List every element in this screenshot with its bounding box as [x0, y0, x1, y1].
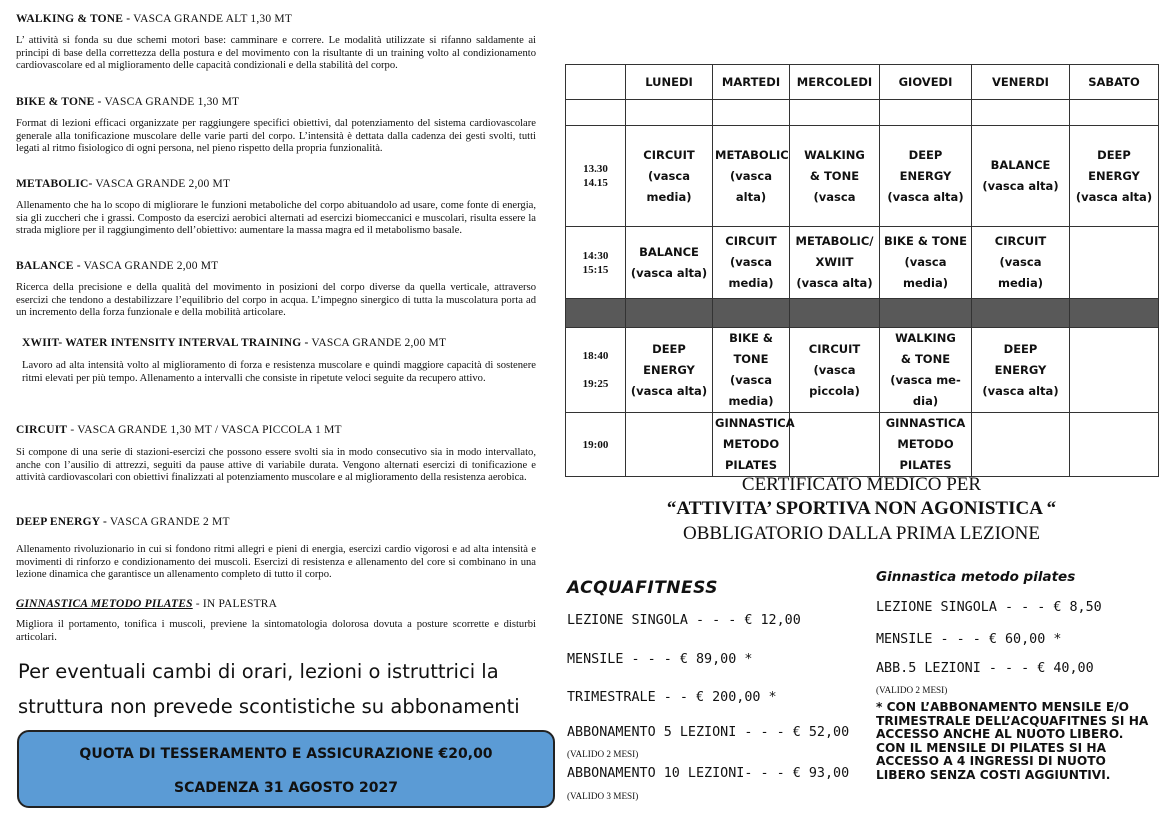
class-cell-line: (vasca	[730, 373, 772, 387]
class-cell-line: WALKING	[895, 331, 956, 345]
class-cell	[1070, 126, 1159, 227]
class-cell-line: GINNASTICA	[715, 416, 795, 430]
class-cell	[713, 328, 790, 413]
class-cell-line: METABOLIC	[715, 147, 789, 162]
class-cell-line: METABOLIC/	[795, 234, 874, 248]
schedule-separator-row	[566, 299, 1159, 328]
class-cell	[880, 413, 972, 477]
aqua-price-5-lessons: ABBONAMENTO 5 LEZIONI - - - € 52,00	[567, 725, 850, 740]
aqua-validity-10: (VALIDO 3 MESI)	[567, 791, 639, 801]
class-cell-line: ENERGY	[643, 362, 695, 377]
schedule-row	[566, 227, 1159, 299]
aqua-price-quarterly: TRIMESTRALE - - € 200,00 *	[567, 690, 777, 705]
class-cell	[1070, 227, 1159, 299]
schedule-table	[565, 64, 1159, 477]
class-cell-line: CIRCUIT	[808, 341, 861, 356]
class-cell	[713, 413, 795, 477]
quota-line-2: SCADENZA 31 AGOSTO 2027	[174, 780, 398, 796]
schedule-row	[566, 413, 1159, 477]
day-header: VENERDI	[972, 65, 1070, 100]
class-cell-line: media)	[998, 276, 1043, 290]
class-cell-line: XWIIT	[815, 255, 854, 269]
time-cell: 13.30 14.15	[566, 126, 626, 227]
class-cell	[880, 227, 972, 299]
class-cell	[972, 126, 1070, 227]
pilates-validity-5: (VALIDO 2 MESI)	[876, 685, 948, 695]
course-text-balance: Ricerca della precisione e della qualità del movimento in posizioni del corpo diverse da quella verticale, attraverso esercizi che tendono a destabilizzare l’equilibrio del corpo in acqua. L’impegno sinergico di tutta la muscolatura porta ad un incremento della forza funzionale e della mobilità articolare.	[16, 282, 536, 319]
class-cell-line: DEEP	[1003, 341, 1038, 356]
time-cell: 18:40 19:25	[566, 328, 626, 413]
class-cell-line: METODO	[897, 437, 954, 451]
class-cell	[713, 227, 790, 299]
class-cell-line: BIKE &	[729, 331, 773, 345]
class-cell-line: ENERGY	[994, 362, 1047, 377]
class-cell-line: DEEP	[652, 341, 686, 356]
class-cell-line: BALANCE	[639, 244, 699, 259]
course-heading-bike: BIKE & TONE - VASCA GRANDE 1,30 MT	[16, 96, 240, 108]
class-cell	[626, 328, 713, 413]
class-cell-line: (vasca alta)	[1075, 189, 1153, 204]
class-cell	[880, 328, 972, 413]
time-cell: 19:00	[566, 413, 626, 477]
class-cell-line: & TONE	[900, 352, 951, 366]
day-header: MERCOLEDI	[790, 65, 880, 100]
pilates-price-5-lessons: ABB.5 LEZIONI - - - € 40,00	[876, 661, 1094, 676]
schedule-row	[566, 328, 1159, 413]
course-text-bike: Format di lezioni efficaci organizzate per raggiungere specifici obiettivi, dal potenziamento del sistema cardiovascolare generale alla tonificazione muscolare delle varie parti del corpo. L’intensità è dettata dalla cadenza dei gesti svolti, tutti legati al ritmo fisiologico di ogni persona, nel pieno rispetto della propria funzionalità.	[16, 118, 536, 155]
class-cell-line: piccola)	[809, 383, 860, 398]
class-cell-line: (vasca	[999, 255, 1042, 269]
class-cell-line: TONE	[733, 352, 769, 366]
class-cell	[972, 328, 1070, 413]
class-cell	[972, 227, 1070, 299]
course-text-walking: L’ attività si fonda su due schemi motori base: camminare e correre. Le modalità utilizzate si rifanno saldamente ai principi di base della correttezza della postura e del movimento con la risultante di un training volto al condizionamento cardiovascolare ed al miglioramento delle capacità condizionali e della stabilità del corpo.	[16, 35, 536, 72]
class-cell-line: CIRCUIT	[994, 234, 1047, 248]
course-heading-pilates: GINNASTICA METODO PILATES - IN PALESTRA	[16, 598, 278, 610]
certificate-line-1: CERTIFICATO MEDICO PER	[741, 474, 982, 495]
class-cell-line: (vasca alta)	[887, 189, 964, 204]
class-cell	[790, 413, 880, 477]
day-header: SABATO	[1070, 65, 1159, 100]
course-heading-balance: BALANCE - VASCA GRANDE 2,00 MT	[16, 260, 219, 272]
day-header: LUNEDI	[626, 65, 713, 100]
class-cell-line: METODO	[722, 437, 780, 451]
course-heading-circuit: CIRCUIT - VASCA GRANDE 1,30 MT / VASCA PICCOLA 1 MT	[16, 424, 342, 436]
course-text-xwiit: Lavoro ad alta intensità volto al miglioramento di forza e resistenza muscolare e quindi maggiore capacità di sostenere ritmi elevati per più tempo. Allenamento a intervalli che consiste in ripetute veloci seguite da recupero attivo.	[22, 360, 536, 384]
class-cell-line: (vasca alta)	[982, 179, 1059, 193]
subscription-note: * CON L’ABBONAMENTO MENSILE E/O TRIMESTRALE DELL’ACQUAFITNES SI HA ACCESSO ANCHE AL NUOTO LIBERO. CON IL MENSILE DI PILATES SI HA ACCESSO A 4 INGRESSI DI NUOTO LIBERO SENZA COSTI AGGIUNTIVI.	[876, 700, 1149, 782]
aqua-validity-5: (VALIDO 2 MESI)	[567, 749, 639, 759]
class-cell-line: PILATES	[724, 458, 778, 472]
class-cell	[972, 413, 1070, 477]
class-cell	[626, 413, 713, 477]
class-cell	[790, 126, 880, 227]
quota-box	[17, 730, 555, 808]
pilates-price-single: LEZIONE SINGOLA - - - € 8,50	[876, 600, 1102, 615]
course-text-pilates: Migliora il portamento, tonifica i muscoli, previene la sintomatologia dolorosa dovuta a posture scorrette e disturbi articolari.	[16, 619, 536, 643]
aqua-price-10-lessons: ABBONAMENTO 10 LEZIONI- - - € 93,00	[567, 766, 850, 781]
class-cell-line: (vasca alta)	[796, 276, 873, 290]
class-cell-line: (vasca me-	[890, 373, 961, 387]
pilates-title: Ginnastica metodo pilates	[876, 569, 1076, 585]
schedule-header-row	[566, 65, 1159, 100]
day-header: GIOVEDI	[880, 65, 972, 100]
class-cell-line: CIRCUIT	[643, 147, 695, 162]
class-cell	[790, 227, 880, 299]
class-cell-line: (vasca alta)	[630, 383, 708, 398]
class-cell-line: BIKE & TONE	[884, 234, 967, 248]
class-cell-line: dia)	[912, 394, 939, 408]
aqua-price-single: LEZIONE SINGOLA - - - € 12,00	[567, 613, 801, 628]
class-cell-line: media)	[728, 394, 774, 408]
class-cell	[1070, 328, 1159, 413]
class-cell-line: BALANCE	[990, 158, 1051, 172]
class-cell-line: media)	[646, 189, 692, 204]
class-cell	[880, 126, 972, 227]
pilates-price-monthly: MENSILE - - - € 60,00 *	[876, 632, 1062, 647]
class-cell-line: & TONE	[809, 168, 860, 183]
time-cell: 14:30 15:15	[566, 227, 626, 299]
certificate-line-3: OBBLIGATORIO DALLA PRIMA LEZIONE	[683, 523, 1040, 544]
class-cell	[626, 126, 713, 227]
class-cell-line: DEEP	[908, 147, 943, 162]
day-header: MARTEDI	[713, 65, 790, 100]
acquafitness-title: ACQUAFITNESS	[567, 578, 719, 598]
class-cell-line: (vasca alta)	[730, 168, 772, 204]
class-cell-line: (vasca	[904, 255, 947, 269]
class-cell-line: (vasca	[648, 168, 690, 183]
class-cell-line: media)	[728, 276, 774, 290]
header-corner	[566, 65, 626, 100]
course-text-metabolic: Allenamento che ha lo scopo di migliorare le funzioni metaboliche del corpo abituandolo ad usare, come fonte di energia, sia gli zuccheri che i grassi. Composto da esercizi aerobici alternati ad esercizi biomeccanici e muscolari, risulta essere la strada migliore per il raggiungimento dell’obiettivo: aumentare la massa magra ed il metabolismo basale.	[16, 200, 536, 237]
class-cell-line: (vasca alta)	[982, 383, 1059, 398]
class-cell-line: GINNASTICA	[885, 416, 966, 430]
notice-line-2: struttura non prevede scontistiche su abbonamenti	[18, 695, 520, 718]
aqua-price-monthly: MENSILE - - - € 89,00 *	[567, 652, 753, 667]
class-cell-line: DEEP	[1097, 147, 1131, 162]
course-text-circuit: Si compone di una serie di stazioni-esercizi che possono essere svolti sia in modo consecutivo sia in modo intervallato, anche con l’ausilio di attrezzi, seguiti da pause attive di variabile durata. Vengono alternati esercizi di tonificazione e attività cardiovascolari con obiettivi finalizzati al potenziamento muscolare e al miglioramento della resistenza aerobica.	[16, 447, 536, 484]
certificate-line-2: “ATTIVITA’ SPORTIVA NON AGONISTICA “	[666, 498, 1057, 519]
course-heading-metabolic: METABOLIC- VASCA GRANDE 2,00 MT	[16, 178, 231, 190]
course-heading-deep-energy: DEEP ENERGY - VASCA GRANDE 2 MT	[16, 516, 230, 528]
class-cell	[626, 227, 713, 299]
class-cell-line: (vasca	[730, 255, 772, 269]
schedule-row	[566, 126, 1159, 227]
class-cell-line: ENERGY	[899, 168, 952, 183]
class-cell-line: ENERGY	[1088, 168, 1140, 183]
class-cell-line: (vasca	[813, 362, 856, 377]
course-heading-walking: WALKING & TONE - VASCA GRANDE ALT 1,30 MT	[16, 13, 293, 25]
notice-line-1: Per eventuali cambi di orari, lezioni o istruttrici la	[18, 660, 499, 683]
class-cell-line: PILATES	[899, 458, 952, 472]
class-cell-line: CIRCUIT	[725, 234, 777, 248]
class-cell-line: WALKING	[804, 147, 865, 162]
class-cell-line: (vasca	[813, 189, 856, 204]
class-cell	[790, 328, 880, 413]
course-text-deep-energy: Allenamento rivoluzionario in cui si fondono ritmi allegri e pieni di energia, esercizi cardio vigorosi e ad alta intensità e movimenti di rinforzo e condizionamento dei muscoli. Esercizi di resistenza e allenamento del core si combinano in una lezione dinamica che garantisce un allenamento completo di tutto il corpo.	[16, 544, 536, 581]
course-heading-xwiit: XWIIT- WATER INTENSITY INTERVAL TRAINING - VASCA GRANDE 2,00 MT	[22, 337, 447, 349]
class-cell	[713, 126, 790, 227]
class-cell	[1070, 413, 1159, 477]
class-cell-line: (vasca alta)	[630, 265, 708, 280]
schedule-blank-row	[566, 100, 1159, 126]
quota-line-1: QUOTA DI TESSERAMENTO E ASSICURAZIONE €20,00	[79, 746, 493, 762]
class-cell-line: media)	[903, 276, 948, 290]
